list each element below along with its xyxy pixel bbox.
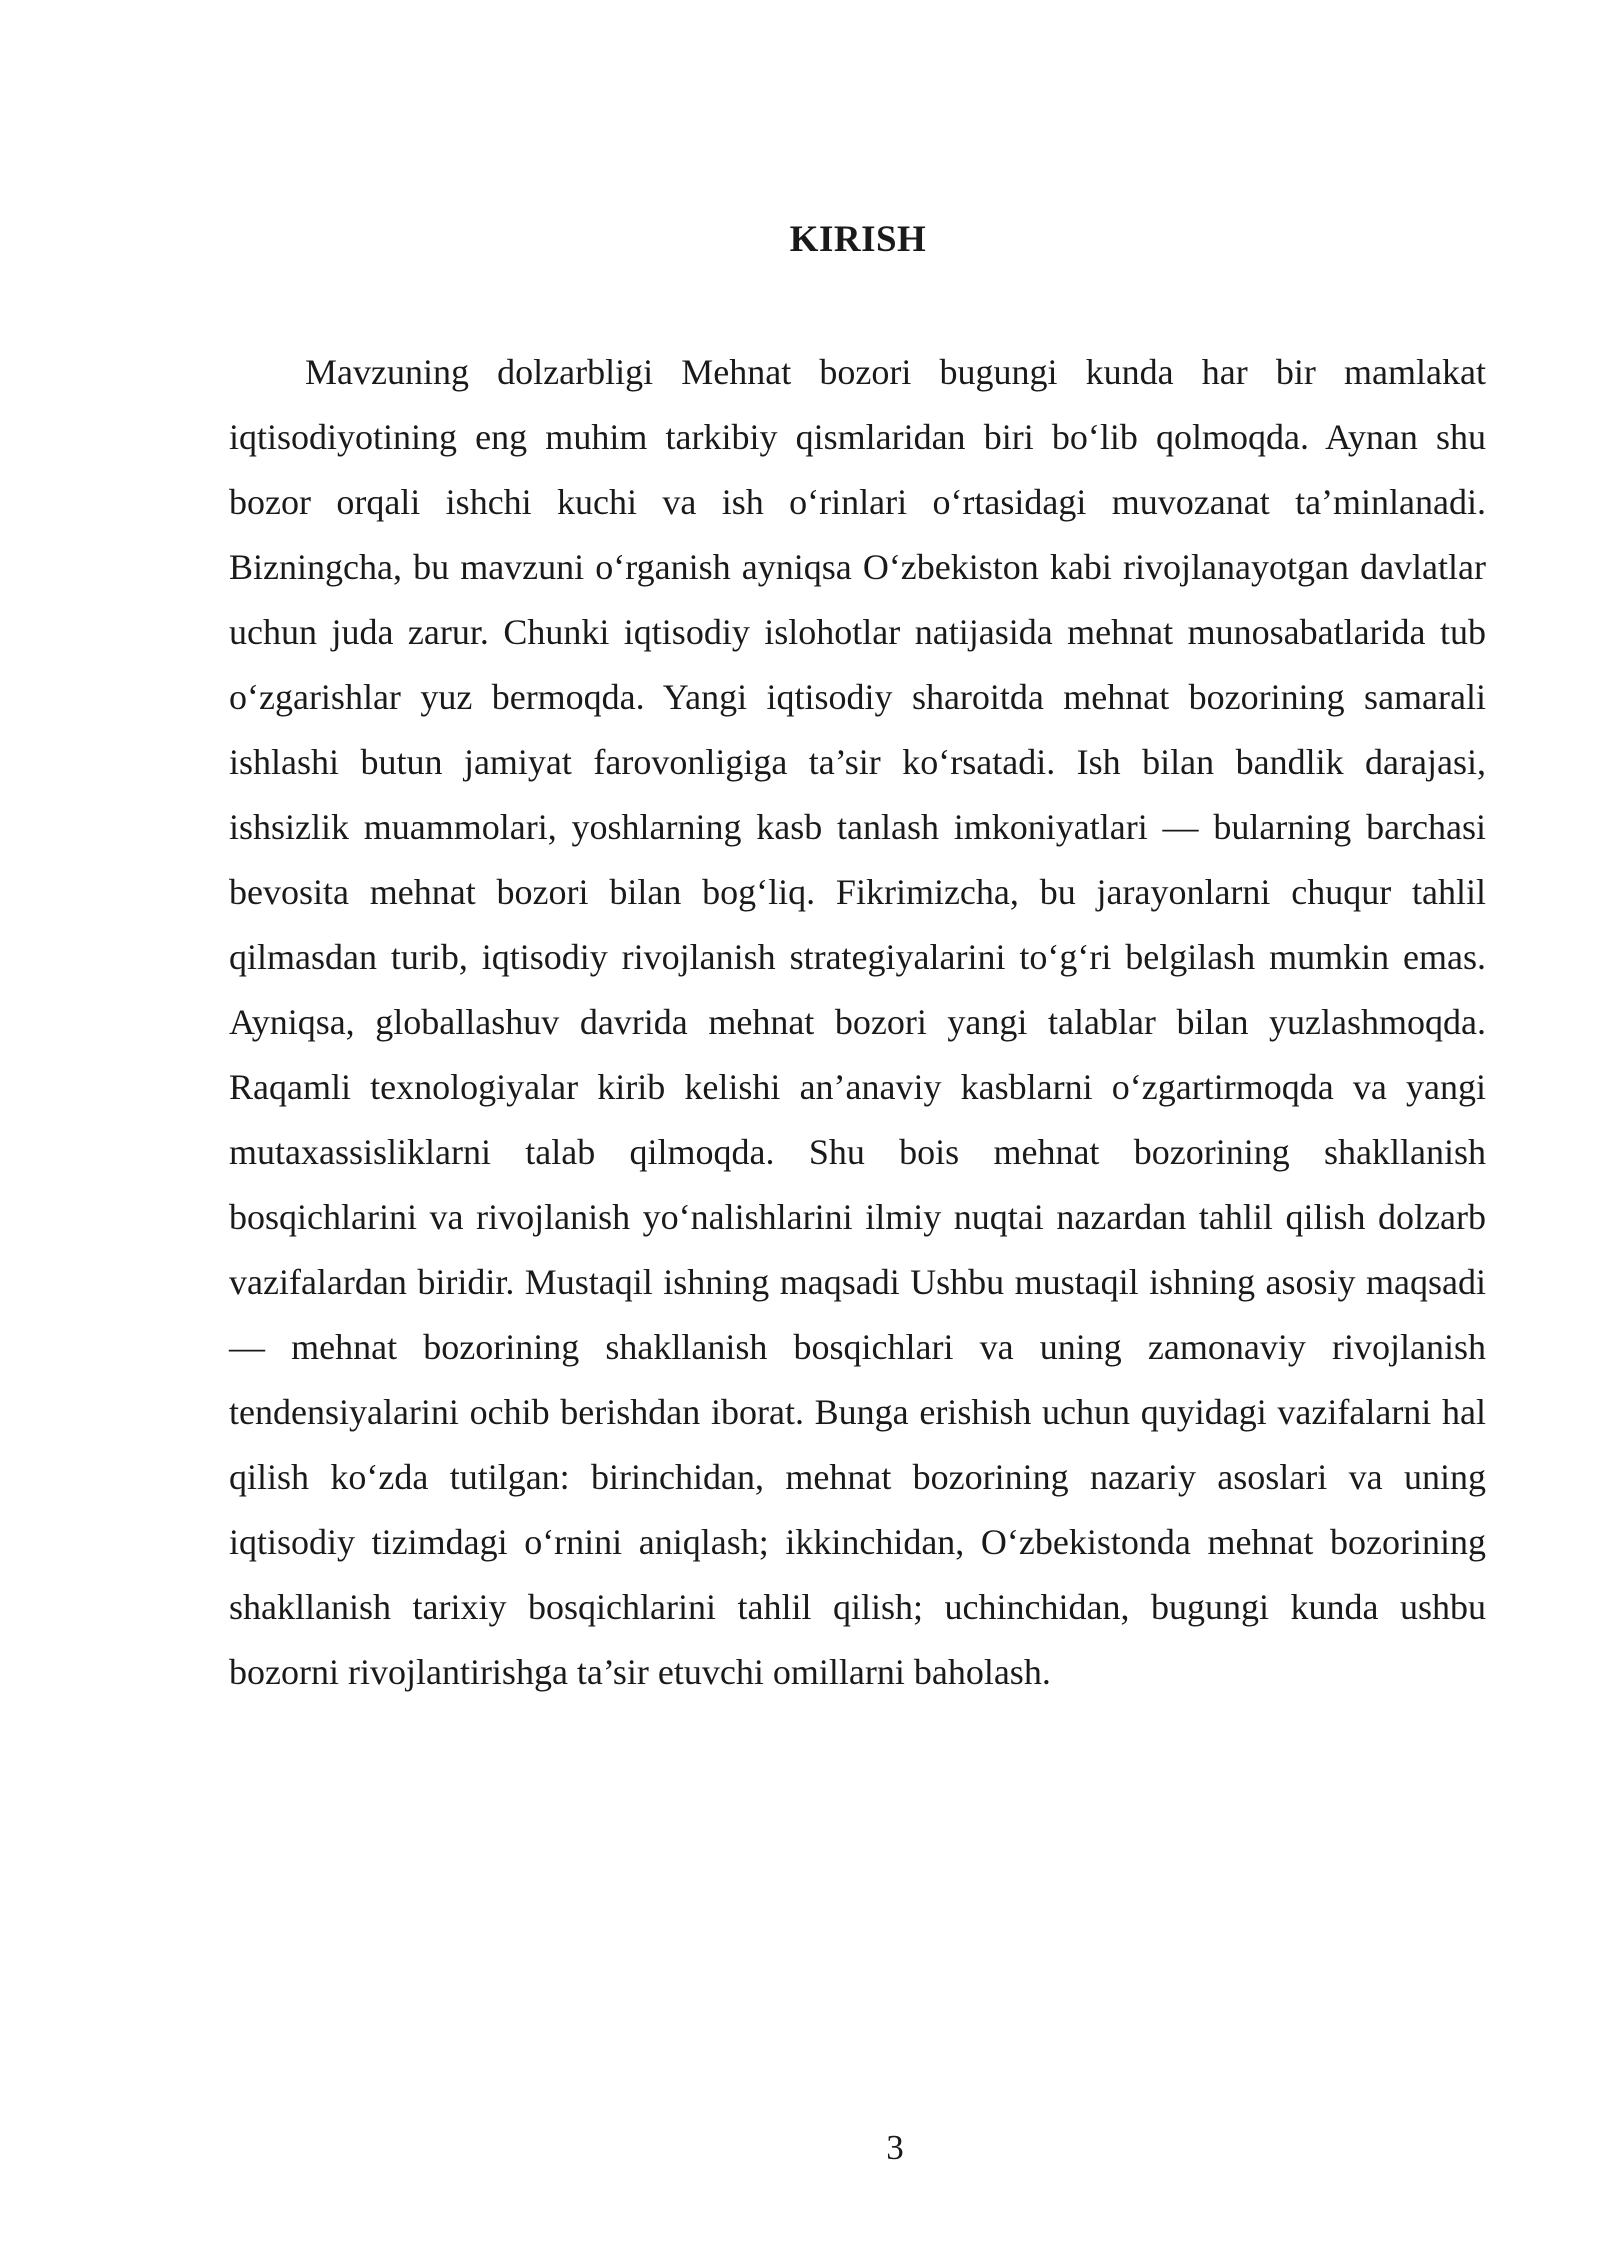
section-heading: KIRISH <box>789 219 927 260</box>
body-paragraph: Mavzuning dolzarbligi Mehnat bozori bugungi kunda har bir mamlakat iqtisodiyotining eng muhim tarkibiy qismlaridan biri bo‘lib qolmoqda. Aynan shu bozor orqali ishchi kuchi va ish o‘rinlari o‘rtasidagi muvozanat ta’minlanadi. Bizningcha, bu mavzuni o‘rganish ayniqsa O‘zbekiston kabi rivojlanayotgan davlatlar uchun juda zarur. Chunki iqtisodiy islohotlar natijasida mehnat munosabatlarida tub o‘zgarishlar yuz bermoqda. Yangi iqtisodiy sharoitda mehnat bozorining samarali ishlashi butun jamiyat farovonligiga ta’sir ko‘rsatadi. Ish bilan bandlik darajasi, ishsizlik muammolari, yoshlarning kasb tanlash imkoniyatlari — bularning barchasi bevosita mehnat bozori bilan bog‘liq. Fikrimizcha, bu jarayonlarni chuqur tahlil qilmasdan turib, iqtisodiy rivojlanish strategiyalarini to‘g‘ri belgilash mumkin emas. Ayniqsa, globallashuv davrida mehnat bozori yangi talablar bilan yuzlashmoqda. Raqamli texnologiyalar kirib kelishi an’anaviy kasblarni o‘zgartirmoqda va yangi mutaxassisliklarni talab qilmoqda. Shu bois mehnat bozorining shakllanish bosqichlarini va rivojlanish yo‘nalishlarini ilmiy nuqtai nazardan tahlil qilish dolzarb vazifalardan biridir. Mustaqil ishning maqsadi Ushbu mustaqil ishning asosiy maqsadi — mehnat bozorining shakllanish bosqichlari va uning zamonaviy rivojlanish tendensiyalarini ochib berishdan iborat. Bunga erishish uchun quyidagi vazifalarni hal qilish ko‘zda tutilgan: birinchidan, mehnat bozorining nazariy asoslari va uning iqtisodiy tizimdagi o‘rnini aniqlash; ikkinchidan, O‘zbekistonda mehnat bozorining shakllanish tarixiy bosqichlarini tahlil qilish; uchinchidan, bugungi kunda ushbu bozorni rivojlantirishga ta’sir etuvchi omillarni baholash. <box>229 352 1486 1692</box>
page-number: 3 <box>886 2128 904 2167</box>
